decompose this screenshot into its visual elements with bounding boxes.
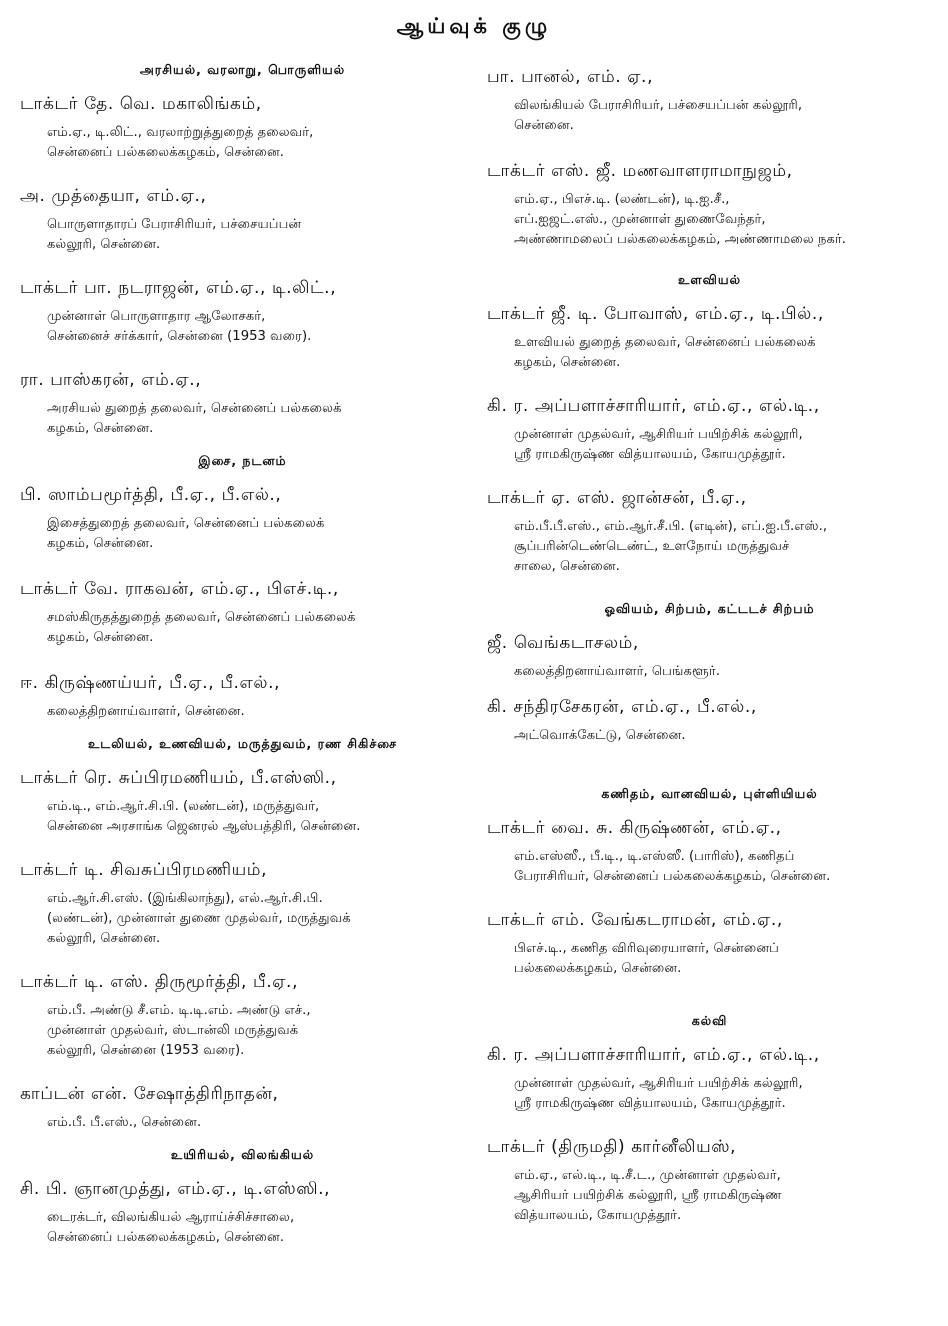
section-heading: கணிதம், வானவியல், புள்ளியியல் [601,786,818,801]
member-entry [20,859,465,949]
section-heading: இசை, நடனம் [198,453,287,468]
member-name: டாக்டர் எம். வேங்கடராமன், எம்.ஏ., [487,910,783,930]
member-description-line: ஸ்ரீ ராமகிருஷ்ண வித்யாலயம், கோயமுத்தூர். [514,1096,786,1111]
member-description-line: எம்.பீ. பீ.எஸ்., சென்னை. [47,1115,202,1130]
member-entry [20,93,465,163]
section [20,453,465,722]
member-name: டாக்டர் டி. சிவசுப்பிரமணியம், [20,860,268,880]
member-description-line: சென்னை. [514,118,574,133]
member-description-line: சமஸ்கிருதத்துறைத் தலைவர், சென்னைப் பல்கலைக் [47,610,356,625]
member-name: ரா. பாஸ்கரன், எம்.ஏ., [20,370,202,390]
member-entry [20,672,465,722]
member-name: சி. பி. ஞானமுத்து, எம்.ஏ., டி.எஸ்ஸி., [20,1179,331,1199]
member-description-line: அரசியல் துறைத் தலைவர், சென்னைப் பல்கலைக் [47,401,342,416]
member-entry [487,160,932,250]
member-name: அ. முத்தையா, எம்.ஏ., [20,186,207,206]
member-description-line: எம்.ஆர்.சி.எஸ். (இங்கிலாந்து), எல்.ஆர்.சி.பி. [47,891,323,906]
member-description-line: சாலை, சென்னை. [514,559,620,574]
member-description-line: கழகம், சென்னை. [47,630,154,645]
member-description-line: சென்னைப் பல்கலைக்கழகம், சென்னை. [47,145,284,160]
member-description-line: எப்.ஐஜட்.எஸ்., முன்னாள் துணைவேந்தர், [514,212,766,227]
member-description-line: கல்லூரி, சென்னை. [47,237,161,252]
member-entry [20,767,465,837]
member-description-line: சென்னைப் பல்கலைக்கழகம், சென்னை. [47,1230,284,1245]
member-description-line: எம்.ஏ., டி.லிட்., வரலாற்றுத்துறைத் தலைவர், [47,125,314,140]
member-name: கி. ர. அப்பளாச்சாரியார், எம்.ஏ., எல்.டி., [487,1045,820,1065]
member-name: டாக்டர் டி. எஸ். திருமூர்த்தி, பீ.ஏ., [20,972,299,992]
member-entry [20,369,465,439]
section-heading: உடலியல், உணவியல், மருத்துவம், ரண சிகிச்சை [87,736,398,751]
member-description-line: உளவியல் துறைத் தலைவர், சென்னைப் பல்கலைக் [514,335,816,350]
section-heading: கல்வி [691,1013,728,1028]
member-name: காப்டன் என். சேஷாத்திரிநாதன், [20,1084,279,1104]
member-description-line: கழகம், சென்னை. [514,355,621,370]
member-description-line: எம்.டி., எம்.ஆர்.சி.பி. (லண்டன்), மருத்துவர், [47,799,320,814]
member-name: டாக்டர் ஜீ. டி. போவாஸ், எம்.ஏ., டி.பில்., [487,304,824,324]
member-description-line: கலைத்திறனாய்வாளர், சென்னை. [47,704,245,719]
member-description-line: சென்னைச் சர்க்கார், சென்னை (1953 வரை). [47,329,312,344]
member-description-line: பல்கலைக்கழகம், சென்னை. [514,961,682,976]
section [487,601,932,746]
section [487,786,932,979]
section-heading: அரசியல், வரலாறு, பொருளியல் [139,62,346,77]
member-description-line: வித்யாலயம், கோயமுத்தூர். [514,1208,682,1223]
member-name: டாக்டர் வே. ராகவன், எம்.ஏ., பிஎச்.டி., [20,579,339,599]
member-name: கி. சந்திரசேகரன், எம்.ஏ., பீ.எல்., [487,697,757,717]
member-entry [20,1178,465,1248]
section-heading: ஓவியம், சிற்பம், கட்டடச் சிற்பம் [604,601,815,616]
member-name: டாக்டர் (திருமதி) கார்னீலியஸ், [487,1137,737,1157]
member-name: டாக்டர் எஸ். ஜீ. மணவாளராமாநுஜம், [487,161,793,181]
section [487,272,932,577]
member-description-line: கழகம், சென்னை. [47,421,154,436]
section [487,1013,932,1226]
member-entry [20,185,465,255]
member-description-line: இசைத்துறைத் தலைவர், சென்னைப் பல்கலைக் [47,516,325,531]
member-entry [487,487,932,577]
section [20,62,465,439]
member-description-line: ஆசிரியர் பயிற்சிக் கல்லூரி, ஸ்ரீ ராமகிருஷ்ண [514,1188,782,1203]
member-description-line: கலைத்திறனாய்வாளர், பெங்களூர். [514,664,721,679]
section [487,66,932,250]
member-entry [487,66,932,136]
member-description-line: ஸ்ரீ ராமகிருஷ்ண வித்யாலயம், கோயமுத்தூர். [514,447,786,462]
member-entry [20,578,465,648]
member-name: ஜீ. வெங்கடாசலம், [487,633,639,653]
section-heading: உயிரியல், விலங்கியல் [170,1147,315,1162]
member-description-line: சூப்பரின்டெண்டெண்ட், உளநோய் மருத்துவச் [514,539,790,554]
member-entry [487,696,932,746]
member-description-line: பேராசிரியர், சென்னைப் பல்கலைக்கழகம், சென்னை. [514,869,831,884]
member-description-line: அண்ணாமலைப் பல்கலைக்கழகம், அண்ணாமலை நகர். [514,232,846,247]
member-entry [20,277,465,347]
member-description-line: எம்.ஏ., பிஎச்.டி. (லண்டன்), டி.ஐ.சீ., [514,192,730,207]
member-description-line: கல்லூரி, சென்னை (1953 வரை). [47,1043,245,1058]
member-description-line: எம்.எஸ்ஸீ., பீ.டி., டி.எஸ்ஸீ. (பாரிஸ்), கணிதப் [514,849,795,864]
member-description-line: முன்னாள் முதல்வர், ஸ்டான்லி மருத்துவக் [47,1023,299,1038]
member-entry [487,817,932,887]
member-description-line: சென்னை அரசாங்க ஜெனரல் ஆஸ்பத்திரி, சென்னை. [47,819,361,834]
member-entry [20,1083,465,1133]
member-description-line: பொருளாதாரப் பேராசிரியர், பச்சையப்பன் [47,217,302,232]
left-column [20,62,465,1248]
member-description-line: டைரக்டர், விலங்கியல் ஆராய்ச்சிச்சாலை, [47,1210,295,1225]
section [20,736,465,1133]
member-description-line: எம்.பீ.பீ.எஸ்., எம்.ஆர்.சீ.பி. (எடின்), எப்.ஐ.பீ.எஸ்., [514,519,828,534]
member-description-line: பிஎச்.டி., கணித விரிவுரையாளர், சென்னைப் [514,941,779,956]
section [20,1147,465,1248]
member-entry [487,1136,932,1226]
member-description-line: கல்லூரி, சென்னை. [47,931,161,946]
member-description-line: எம்.பீ. அண்டு சீ.எம். டி.டி.எம். அண்டு எச்., [47,1003,311,1018]
member-name: டாக்டர் பா. நடராஜன், எம்.ஏ., டி.லிட்., [20,278,337,298]
member-entry [487,632,932,682]
right-column [487,66,932,1226]
member-entry [20,484,465,554]
member-name: டாக்டர் தே. வெ. மகாலிங்கம், [20,94,262,114]
member-entry [487,303,932,373]
member-name: பா. பானல், எம். ஏ., [487,67,654,87]
member-description-line: எம்.ஏ., எல்.டி., டி.சீ.ட., முன்னாள் முதல்வர், [514,1168,781,1183]
member-name: டாக்டர் ஏ. எஸ். ஜான்சன், பீ.ஏ., [487,488,747,508]
member-entry [487,1044,932,1114]
member-entry [20,971,465,1061]
member-entry [487,395,932,465]
member-name: பி. ஸாம்பமூர்த்தி, பீ.ஏ., பீ.எல்., [20,485,282,505]
member-description-line: கழகம், சென்னை. [47,536,154,551]
member-name: டாக்டர் ரெ. சுப்பிரமணியம், பீ.எஸ்ஸி., [20,768,337,788]
member-description-line: விலங்கியல் பேராசிரியர், பச்சையப்பன் கல்லூரி, [514,98,803,113]
member-entry [487,909,932,979]
member-description-line: முன்னாள் முதல்வர், ஆசிரியர் பயிற்சிக் கல்லூரி, [514,1076,803,1091]
member-name: கி. ர. அப்பளாச்சாரியார், எம்.ஏ., எல்.டி., [487,396,820,416]
section-heading: உளவியல் [678,272,741,287]
member-description-line: முன்னாள் முதல்வர், ஆசிரியர் பயிற்சிக் கல்லூரி, [514,427,803,442]
member-description-line: முன்னாள் பொருளாதார ஆலோசகர், [47,309,266,324]
member-name: டாக்டர் வை. சு. கிருஷ்ணன், எம்.ஏ., [487,818,782,838]
member-description-line: (லண்டன்), முன்னாள் துணை முதல்வர், மருத்துவக் [47,911,351,926]
member-name: ஈ. கிருஷ்ணய்யர், பீ.ஏ., பீ.எல்., [20,673,281,693]
member-description-line: அட்வொக்கேட்டு, சென்னை. [514,728,686,743]
page-title: ஆய்வுக் குழு [396,14,552,38]
